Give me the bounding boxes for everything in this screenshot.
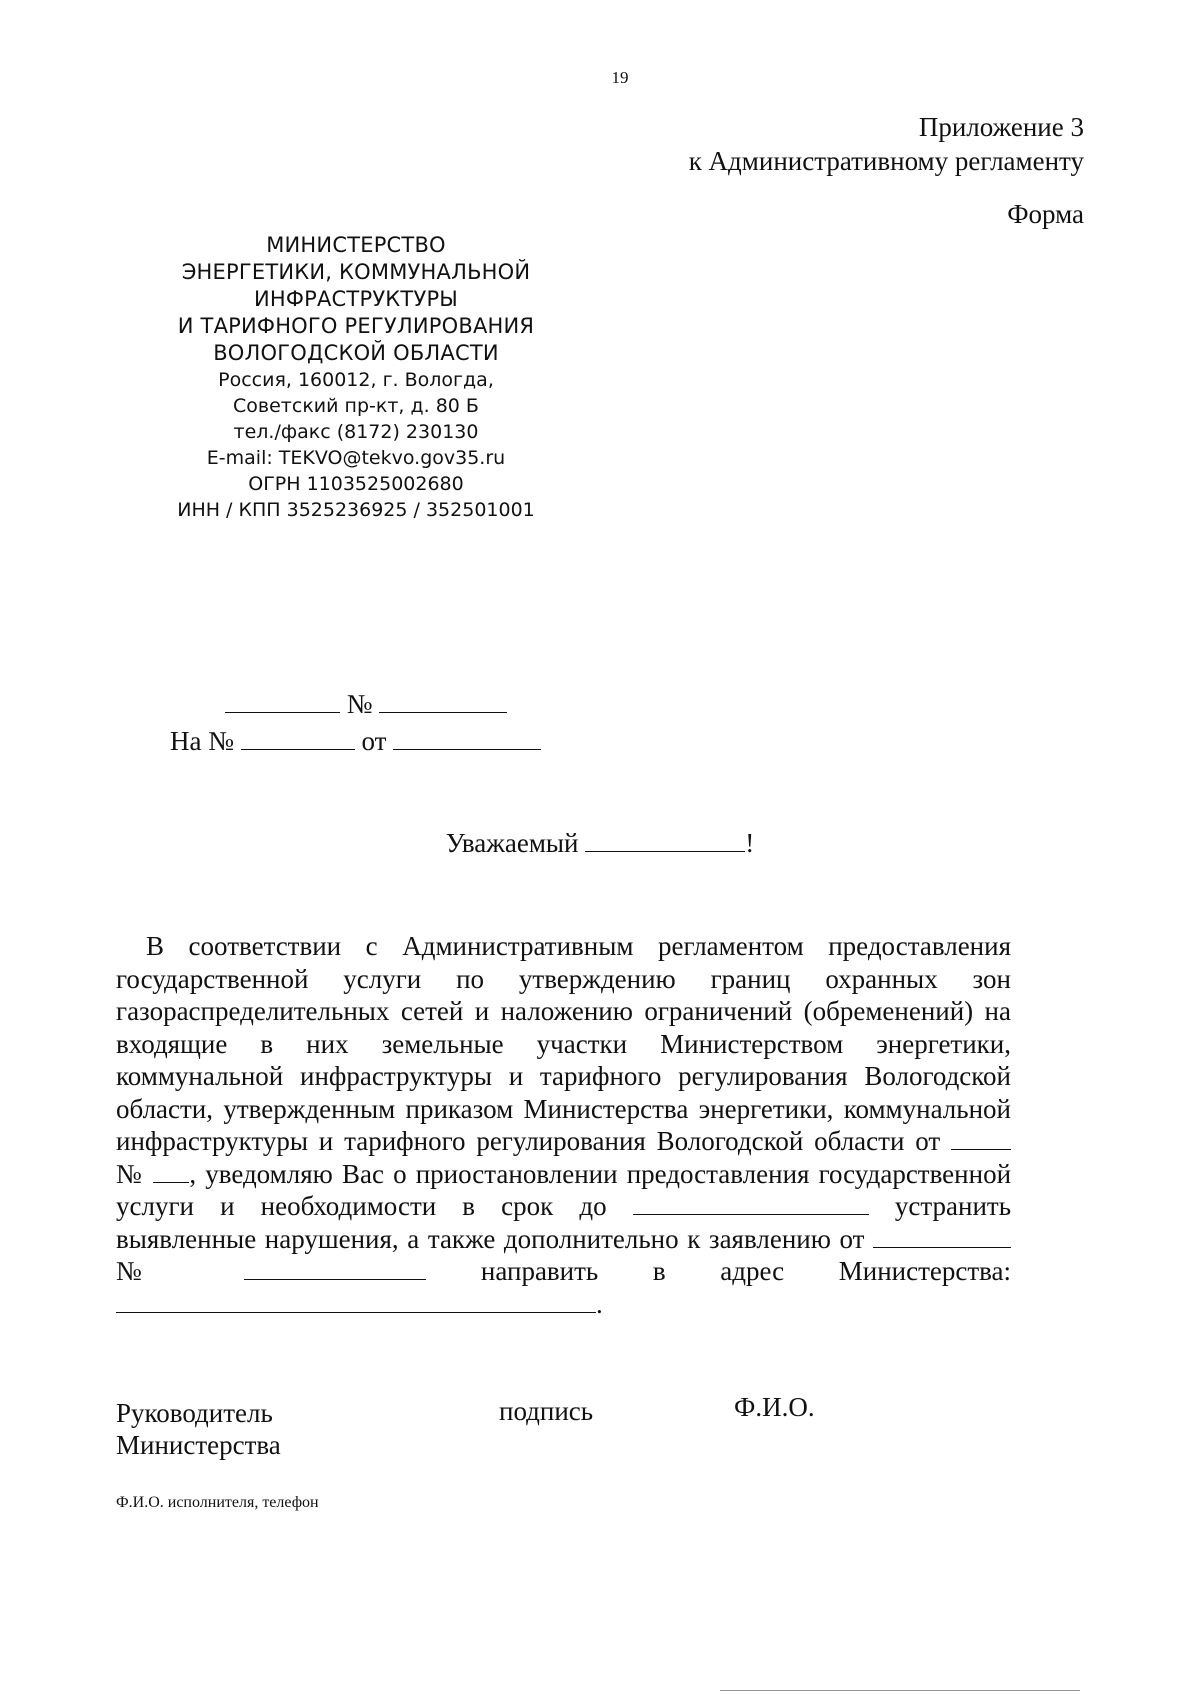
appendix-subtitle: к Административному регламенту: [688, 146, 1084, 176]
org-email: E-mail: TEKVO@tekvo.gov35.ru: [206, 447, 506, 469]
org-address-line-2: Советский пр-кт, д. 80 Б: [233, 395, 479, 417]
reply-number-label: На №: [170, 726, 234, 756]
full-name-label: Ф.И.О.: [734, 1392, 815, 1422]
body-paragraph: [116, 930, 1011, 1320]
position-line-2: Министерства: [116, 1430, 281, 1460]
signature-label: подпись: [499, 1396, 594, 1426]
letter-body: [116, 930, 1011, 1320]
reply-number-blank: [241, 725, 355, 750]
org-inn-kpp: ИНН / КПП 3525236925 / 352501001: [177, 499, 535, 521]
org-phone: тел./факс (8172) 230130: [233, 421, 479, 443]
reply-number-row: [170, 723, 541, 759]
org-address-line-1: Россия, 160012, г. Вологда,: [218, 369, 494, 391]
executor-info: Ф.И.О. исполнителя, телефон: [116, 1494, 319, 1511]
reply-date-blank: [393, 725, 541, 750]
outgoing-number-row: [225, 686, 507, 722]
body-text-3: устранить выявленные нарушения, а также дополнительно к заявлению от: [116, 1191, 1012, 1254]
body-text-2: , уведомляю Вас о приостановлении предоставления государственной услуги и необходимости в срок до: [116, 1158, 1012, 1221]
greeting-exclamation: !: [745, 828, 755, 858]
appendix-header: [689, 110, 1084, 178]
footer-divider: [720, 1690, 1080, 1691]
date-blank: [225, 688, 340, 713]
org-name-line: И ТАРИФНОГО РЕГУЛИРОВАНИЯ: [177, 314, 535, 338]
body-final-period: .: [596, 1288, 603, 1319]
documents-blank: [116, 1288, 596, 1313]
order-date-blank: [951, 1125, 1011, 1150]
outgoing-number-blank: [379, 688, 507, 713]
order-number-blank: [153, 1158, 189, 1183]
org-name-line: ВОЛОГОДСКОЙ ОБЛАСТИ: [213, 341, 499, 365]
deadline-blank: [633, 1190, 869, 1215]
org-name-line: ИНФРАСТРУКТУРЫ: [253, 287, 459, 311]
org-name-line: МИНИСТЕРСТВО: [266, 233, 446, 257]
form-label: Форма: [1007, 199, 1084, 229]
body-text-4: направить в адрес Министерства:: [480, 1256, 1012, 1286]
application-number-sign: №: [116, 1256, 190, 1286]
number-sign: №: [346, 689, 373, 719]
page-number: 19: [611, 68, 629, 87]
organization-block: [150, 232, 562, 523]
position-line-1: Руководитель: [116, 1398, 273, 1428]
org-ogrn: ОГРН 1103525002680: [248, 473, 464, 495]
application-number-blank: [244, 1255, 426, 1280]
body-text-1: В соответствии с Административным регламентом предоставления государственной услуги по утверждению границ охранных зон газораспределительных сетей и наложению ограничений (обременений) на входящие в них земельные участки Министерством энергетики, коммунальной инфраструктуры и тарифного регулирования Вологодской области, утвержденным приказом Министерства энергетики, коммунальной инфраструктуры и тарифного регулирования Вологодской области от: [116, 931, 1011, 1156]
application-date-blank: [873, 1223, 1011, 1248]
reply-from-label: от: [361, 726, 387, 756]
order-number-sign: №: [116, 1158, 145, 1189]
appendix-title: Приложение 3: [918, 112, 1084, 142]
addressee-blank: [585, 827, 745, 852]
greeting-word: Уважаемый: [445, 828, 579, 858]
greeting: [0, 827, 1200, 859]
signatory-position: [116, 1397, 281, 1461]
org-name-line: ЭНЕРГЕТИКИ, КОММУНАЛЬНОЙ: [181, 260, 531, 284]
